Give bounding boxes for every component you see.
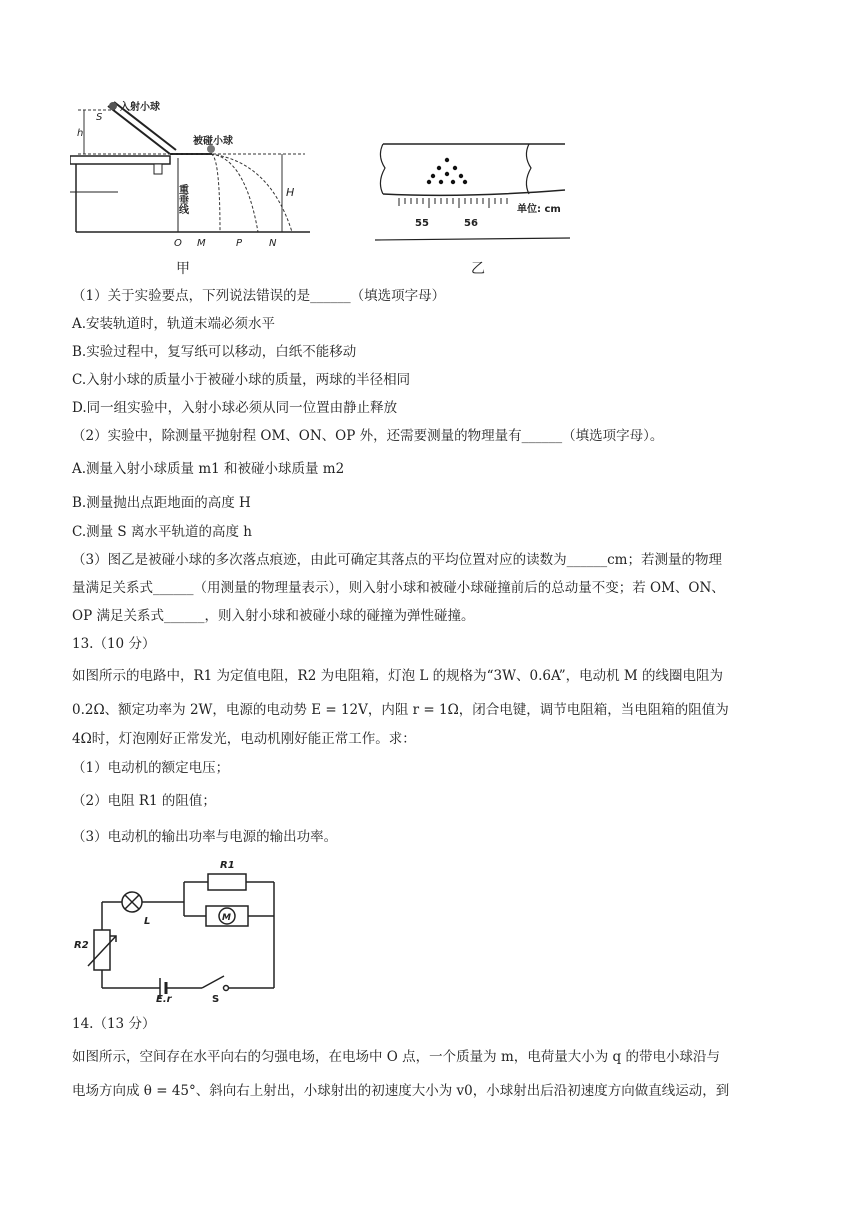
caption-yi: 乙 [471,261,485,277]
label-incident-ball: 入射小球 [120,102,160,113]
q12-part2-option-a: A.测量入射小球质量 m1 和被碰小球质量 m2 [72,461,345,477]
label-target-ball: 被碰小球 [193,136,233,147]
unit-label: 单位: cm [517,204,561,215]
q13-sub2: （2）电阻 R1 的阻值； [72,793,216,809]
q12-part3-line2: 量满足关系式______（用测量的物理量表示），则入射小球和被碰小球碰撞前后的总动量不变；若 OM、ON、 [72,580,725,596]
q12-part2-option-b: B.测量抛出点距地面的高度 H [72,495,251,511]
q12-part1-stem: （1）关于实验要点，下列说法错误的是______（填选项字母） [72,288,446,304]
label-P: P [236,238,243,249]
q13-header: 13.（10 分） [72,636,156,652]
circuit-label-M: M [222,913,231,923]
apparatus-diagram [70,92,330,252]
circuit-label-R2: R2 [74,940,89,951]
q14-line2: 电场方向成 θ = 45°、斜向右上射出，小球射出的初速度大小为 v0，小球射出后沿初速度方向做直线运动，到 [72,1083,730,1099]
q13-line3: 4Ω时，灯泡刚好正常发光，电动机刚好能正常工作。求： [72,731,416,747]
caption-jia: 甲 [176,261,190,277]
label-O: O [174,238,182,249]
q12-part1-option-b: B.实验过程中，复写纸可以移动，白纸不能移动 [72,344,357,360]
q13-line1: 如图所示的电路中，R1 为定值电阻，R2 为电阻箱，灯泡 L 的规格为“3W、0.6A”，电动机 M 的线圈电阻为 [72,668,724,684]
q12-part3-line3: OP 满足关系式______，则入射小球和被碰小球的碰撞为弹性碰撞。 [72,608,475,624]
figure-jia [70,92,330,252]
q12-part1-option-c: C.入射小球的质量小于被碰小球的质量，两球的半径相同 [72,372,411,388]
label-N: N [269,238,277,249]
q14-line1: 如图所示，空间存在水平向右的匀强电场，在电场中 O 点，一个质量为 m，电荷量大小为 q 的带电小球沿与 [72,1049,720,1065]
label-plumb-line: 重垂线 [176,184,188,214]
landing-dots [427,158,467,184]
circuit-label-Er: E,r [156,994,172,1002]
circuit-diagram [72,852,287,1002]
q14-header: 14.（13 分） [72,1016,156,1032]
ruler-ticks [399,198,507,208]
figure-yi [375,138,570,244]
tick-56: 56 [464,218,478,229]
q12-part3-line1: （3）图乙是被碰小球的多次落点痕迹，由此可确定其落点的平均位置对应的读数为______cm；若测量的物理 [72,552,722,568]
circuit-svg [72,852,287,1002]
tick-55: 55 [415,218,429,229]
q13-line2: 0.2Ω、额定功率为 2W，电源的电动势 E = 12V，内阻 r = 1Ω，闭合电键，调节电阻箱，当电阻箱的阻值为 [72,702,729,718]
circuit-label-L: L [144,916,151,927]
q13-sub3: （3）电动机的输出功率与电源的输出功率。 [72,829,338,845]
label-M: M [197,238,206,249]
circuit-label-R1: R1 [220,860,235,871]
q12-part1-option-d: D.同一组实验中，入射小球必须从同一位置由静止释放 [72,400,398,416]
circuit-label-S: S [212,994,220,1002]
label-h: h [77,128,84,139]
q12-part2-stem: （2）实验中，除测量平抛射程 OM、ON、OP 外，还需要测量的物理量有______（填选项字母）。 [72,428,664,444]
label-H: H [286,186,295,199]
q12-part2-option-c: C.测量 S 离水平轨道的高度 h [72,524,252,540]
q12-part1-option-a: A.安装轨道时，轨道末端必须水平 [72,316,276,332]
landing-marks-diagram [375,138,570,244]
label-S: S [96,112,103,123]
q13-sub1: （1）电动机的额定电压； [72,760,230,776]
